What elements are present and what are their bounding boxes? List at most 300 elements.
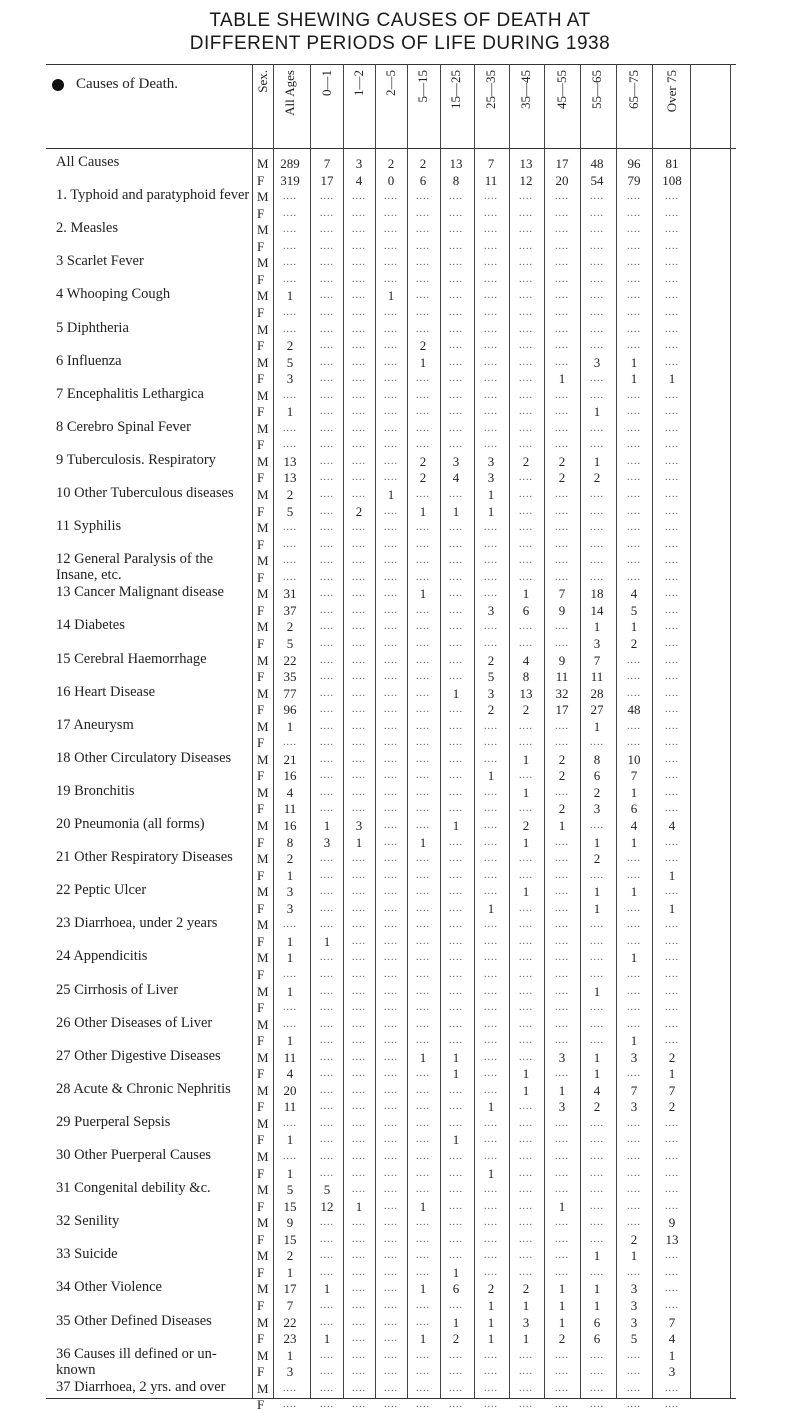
empty-cell: ....: [484, 753, 498, 765]
empty-cell: ....: [283, 191, 297, 203]
empty-cell: ....: [416, 1382, 430, 1394]
sex-label: M: [257, 1248, 269, 1264]
table-cell: 1: [558, 1198, 566, 1214]
empty-cell: ....: [484, 340, 498, 352]
empty-cell: ....: [590, 522, 604, 534]
empty-cell: ....: [627, 985, 641, 997]
table-cell: 1: [593, 718, 601, 734]
table-cell: 2: [558, 768, 566, 784]
empty-cell: ....: [627, 422, 641, 434]
empty-cell: ....: [320, 1084, 334, 1096]
table-cell: 8: [522, 669, 530, 685]
sex-label: M: [257, 1347, 269, 1363]
empty-cell: ....: [555, 637, 569, 649]
header-age-group: 0—1: [319, 70, 334, 96]
empty-cell: ....: [519, 1018, 533, 1030]
empty-cell: ....: [283, 240, 297, 252]
empty-cell: ....: [320, 1068, 334, 1080]
empty-cell: ....: [320, 704, 334, 716]
sex-label: F: [257, 933, 265, 949]
empty-cell: ....: [352, 671, 366, 683]
empty-cell: ....: [320, 207, 334, 219]
empty-cell: ....: [519, 853, 533, 865]
empty-cell: ....: [449, 753, 463, 765]
empty-cell: ....: [627, 555, 641, 567]
empty-cell: ....: [665, 406, 679, 418]
empty-cell: ....: [519, 1217, 533, 1229]
empty-cell: ....: [352, 389, 366, 401]
empty-cell: ....: [627, 1200, 641, 1212]
table-cell: 1: [387, 487, 395, 502]
empty-cell: ....: [384, 968, 398, 980]
empty-cell: ....: [352, 1134, 366, 1146]
empty-cell: ....: [416, 555, 430, 567]
table-cell: 1: [387, 288, 395, 304]
table-cell: 1: [323, 818, 331, 833]
table-cell: 77: [283, 685, 297, 701]
empty-cell: ....: [384, 654, 398, 666]
empty-cell: ....: [320, 306, 334, 318]
table-cell: 1: [419, 503, 427, 519]
empty-cell: ....: [352, 257, 366, 269]
empty-cell: ....: [665, 968, 679, 980]
empty-cell: ....: [416, 886, 430, 898]
table-cell: 1: [668, 371, 676, 387]
empty-cell: ....: [449, 853, 463, 865]
empty-cell: ....: [590, 935, 604, 947]
column-rule: [407, 64, 408, 1398]
empty-cell: ....: [352, 356, 366, 368]
table-cell: 1: [452, 1132, 460, 1148]
empty-cell: ....: [665, 1250, 679, 1262]
empty-cell: ....: [283, 273, 297, 285]
empty-cell: ....: [320, 919, 334, 931]
table-cell: 1: [286, 867, 294, 883]
empty-cell: ....: [320, 273, 334, 285]
table-cell: 96: [627, 156, 641, 171]
empty-cell: ....: [384, 1184, 398, 1196]
empty-cell: ....: [283, 919, 297, 931]
empty-cell: ....: [449, 240, 463, 252]
sex-label: M: [257, 288, 269, 304]
empty-cell: ....: [416, 1366, 430, 1378]
empty-cell: ....: [665, 604, 679, 616]
empty-cell: ....: [519, 770, 533, 782]
table-cell: 1: [630, 784, 638, 800]
empty-cell: ....: [384, 836, 398, 848]
empty-cell: ....: [352, 1333, 366, 1345]
empty-cell: ....: [449, 1233, 463, 1245]
empty-cell: ....: [449, 1250, 463, 1262]
empty-cell: ....: [555, 720, 569, 732]
empty-cell: ....: [384, 869, 398, 881]
empty-cell: ....: [519, 522, 533, 534]
empty-cell: ....: [384, 1366, 398, 1378]
empty-cell: ....: [320, 853, 334, 865]
table-cell: 1: [630, 371, 638, 387]
table-cell: 2: [419, 338, 427, 354]
column-rule: [730, 64, 731, 1398]
empty-cell: ....: [665, 1117, 679, 1129]
empty-cell: ....: [484, 1233, 498, 1245]
empty-cell: ....: [555, 1233, 569, 1245]
table-cell: 27: [590, 702, 604, 718]
empty-cell: ....: [320, 538, 334, 550]
table-cell: 16: [283, 768, 297, 784]
empty-cell: ....: [665, 1184, 679, 1196]
table-cell: 7: [558, 586, 566, 602]
table-cell: 4: [286, 1066, 294, 1082]
table-cell: 3: [355, 818, 363, 833]
empty-cell: ....: [320, 1217, 334, 1229]
empty-cell: ....: [590, 257, 604, 269]
table-cell: 3: [355, 156, 363, 171]
header-age-group: 55—65: [589, 70, 604, 109]
empty-cell: ....: [352, 571, 366, 583]
empty-cell: ....: [519, 869, 533, 881]
table-cell: 7: [286, 1297, 294, 1313]
column-rule: [375, 64, 376, 1398]
empty-cell: ....: [449, 290, 463, 302]
empty-cell: ....: [416, 489, 430, 500]
table-cell: 20: [555, 172, 569, 188]
empty-cell: ....: [665, 257, 679, 269]
sex-label: M: [257, 851, 269, 867]
empty-cell: ....: [320, 571, 334, 583]
empty-cell: ....: [519, 439, 533, 451]
empty-cell: ....: [519, 340, 533, 352]
empty-cell: ....: [416, 687, 430, 699]
empty-cell: ....: [665, 1151, 679, 1162]
empty-cell: ....: [449, 555, 463, 567]
empty-cell: ....: [665, 753, 679, 765]
empty-cell: ....: [416, 621, 430, 633]
empty-cell: ....: [555, 323, 569, 335]
cause-label: 24 Appendicitis: [56, 948, 148, 965]
empty-cell: ....: [555, 853, 569, 865]
empty-cell: ....: [384, 1068, 398, 1080]
sex-label: F: [257, 1000, 265, 1016]
table-cell: 1: [522, 884, 530, 900]
empty-cell: ....: [352, 1316, 366, 1328]
empty-cell: ....: [352, 621, 366, 633]
empty-cell: ....: [627, 472, 641, 484]
header-age-group: 1—2: [351, 70, 366, 96]
cause-label: 13 Cancer Malignant disease: [56, 584, 224, 601]
empty-cell: ....: [484, 1002, 498, 1014]
table-cell: 7: [668, 1314, 676, 1330]
empty-cell: ....: [519, 472, 533, 484]
empty-cell: ....: [449, 257, 463, 269]
table-cell: 35: [283, 669, 297, 685]
empty-cell: ....: [627, 522, 641, 534]
empty-cell: ....: [484, 373, 498, 385]
empty-cell: ....: [384, 902, 398, 914]
empty-cell: ....: [519, 902, 533, 914]
empty-cell: ....: [449, 654, 463, 666]
table-cell: 1: [522, 1297, 530, 1313]
sex-label: F: [257, 338, 265, 354]
sex-label: M: [257, 156, 269, 171]
sex-label: F: [257, 1066, 265, 1082]
empty-cell: ....: [449, 720, 463, 732]
empty-cell: ....: [627, 406, 641, 418]
cause-label: 15 Cerebral Haemorrhage: [56, 650, 207, 667]
table-cell: 1: [419, 586, 427, 602]
empty-cell: ....: [320, 373, 334, 385]
empty-cell: ....: [384, 1283, 398, 1295]
empty-cell: ....: [590, 1233, 604, 1245]
empty-cell: ....: [320, 1250, 334, 1262]
table-cell: 1: [286, 983, 294, 999]
empty-cell: ....: [555, 489, 569, 500]
empty-cell: ....: [320, 1299, 334, 1311]
table-cell: 54: [590, 172, 604, 188]
empty-cell: ....: [352, 853, 366, 865]
empty-cell: ....: [665, 1299, 679, 1311]
cause-label: 30 Other Puerperal Causes: [56, 1147, 212, 1163]
header-rule: [46, 148, 736, 149]
empty-cell: ....: [416, 1233, 430, 1245]
table-cell: 2: [558, 453, 566, 469]
empty-cell: ....: [519, 406, 533, 418]
sex-label: M: [257, 884, 269, 900]
table-cell: 17: [555, 702, 569, 718]
empty-cell: ....: [519, 290, 533, 302]
empty-cell: ....: [352, 290, 366, 302]
empty-cell: ....: [320, 505, 334, 517]
empty-cell: ....: [352, 1349, 366, 1361]
empty-cell: ....: [384, 1101, 398, 1113]
table-cell: 3: [487, 685, 495, 701]
empty-cell: ....: [352, 207, 366, 219]
empty-cell: ....: [283, 389, 297, 401]
empty-cell: ....: [519, 207, 533, 219]
empty-cell: ....: [627, 571, 641, 583]
empty-cell: ....: [352, 1217, 366, 1229]
table-cell: 2: [286, 619, 294, 635]
table-cell: 3: [630, 1297, 638, 1313]
empty-cell: ....: [320, 1167, 334, 1179]
empty-cell: ....: [519, 1366, 533, 1378]
empty-cell: ....: [665, 455, 679, 467]
empty-cell: ....: [416, 257, 430, 269]
empty-cell: ....: [320, 604, 334, 616]
header-age-group: 35—45: [518, 70, 533, 109]
sex-label: M: [257, 950, 269, 966]
table-cell: 5: [286, 635, 294, 651]
table-cell: 4: [522, 652, 530, 668]
empty-cell: ....: [590, 1117, 604, 1129]
empty-cell: ....: [352, 1084, 366, 1096]
cause-label: 26 Other Diseases of Liver: [56, 1014, 213, 1031]
table-cell: 81: [665, 156, 679, 171]
empty-cell: ....: [352, 406, 366, 418]
empty-cell: ....: [416, 952, 430, 964]
empty-cell: ....: [416, 803, 430, 815]
empty-cell: ....: [627, 1002, 641, 1014]
empty-cell: ....: [384, 455, 398, 467]
empty-cell: ....: [416, 753, 430, 765]
table-cell: 1: [668, 867, 676, 883]
table-cell: 1: [668, 900, 676, 916]
empty-cell: ....: [665, 1018, 679, 1030]
empty-cell: ....: [590, 439, 604, 451]
empty-cell: ....: [320, 621, 334, 633]
sex-label: F: [257, 1198, 265, 1214]
empty-cell: ....: [384, 1333, 398, 1345]
empty-cell: ....: [384, 886, 398, 898]
empty-cell: ....: [384, 1051, 398, 1063]
empty-cell: ....: [590, 389, 604, 401]
sex-label: M: [257, 1380, 269, 1396]
table-cell: 5: [323, 1182, 331, 1198]
empty-cell: ....: [449, 1299, 463, 1311]
empty-cell: ....: [352, 1366, 366, 1378]
empty-cell: ....: [416, 770, 430, 782]
table-cell: 1: [630, 1248, 638, 1264]
empty-cell: ....: [665, 1167, 679, 1179]
table-cell: 11: [283, 801, 297, 817]
empty-cell: ....: [449, 224, 463, 236]
empty-cell: ....: [627, 1349, 641, 1361]
empty-cell: ....: [665, 770, 679, 782]
empty-cell: ....: [590, 555, 604, 567]
empty-cell: ....: [283, 522, 297, 534]
empty-cell: ....: [384, 720, 398, 732]
table-cell: 2: [355, 503, 363, 519]
empty-cell: ....: [320, 240, 334, 252]
table-cell: 3: [286, 900, 294, 916]
table-cell: 15: [283, 1231, 297, 1247]
cause-label: 36 Causes ill defined or un-known: [56, 1345, 217, 1378]
empty-cell: ....: [320, 687, 334, 699]
empty-cell: ....: [519, 257, 533, 269]
table-cell: 6: [630, 801, 638, 817]
column-rule: [616, 64, 617, 1398]
empty-cell: ....: [449, 389, 463, 401]
table-cell: 3: [630, 1099, 638, 1115]
empty-cell: ....: [590, 1002, 604, 1014]
empty-cell: ....: [555, 902, 569, 914]
empty-cell: ....: [416, 207, 430, 219]
empty-cell: ....: [484, 1018, 498, 1030]
empty-cell: ....: [320, 455, 334, 467]
header-age-group: 25—35: [483, 70, 498, 109]
empty-cell: ....: [449, 439, 463, 451]
empty-cell: ....: [384, 621, 398, 633]
sex-label: F: [257, 900, 265, 916]
table-cell: 2: [487, 1281, 495, 1297]
empty-cell: ....: [665, 323, 679, 335]
table-cell: 13: [519, 156, 533, 171]
empty-cell: ....: [555, 257, 569, 269]
empty-cell: ....: [416, 1134, 430, 1146]
empty-cell: ....: [519, 538, 533, 550]
table-cell: 1: [593, 834, 601, 850]
empty-cell: ....: [449, 869, 463, 881]
empty-cell: ....: [449, 621, 463, 633]
empty-cell: ....: [449, 786, 463, 798]
empty-cell: ....: [665, 786, 679, 798]
empty-cell: ....: [416, 720, 430, 732]
table-cell: 7: [593, 652, 601, 668]
empty-cell: ....: [384, 952, 398, 964]
empty-cell: ....: [352, 1167, 366, 1179]
sex-label: F: [257, 867, 265, 883]
table-cell: 1: [452, 1049, 460, 1065]
cause-label: 5 Diphtheria: [56, 319, 129, 336]
empty-cell: ....: [283, 224, 297, 236]
table-cell: 7: [630, 768, 638, 784]
empty-cell: ....: [352, 935, 366, 947]
empty-cell: ....: [352, 720, 366, 732]
sex-label: M: [257, 354, 269, 370]
cause-label: 11 Syphilis: [56, 518, 122, 535]
cause-label: 12 General Paralysis of the Insane, etc.: [56, 551, 214, 584]
empty-cell: ....: [416, 1101, 430, 1113]
empty-cell: ....: [484, 836, 498, 848]
sex-label: M: [257, 189, 269, 205]
header-age-group: 2—5: [383, 70, 398, 96]
empty-cell: ....: [627, 273, 641, 285]
empty-cell: ....: [416, 637, 430, 649]
empty-cell: ....: [352, 588, 366, 600]
empty-cell: ....: [320, 1382, 334, 1394]
table-cell: 2: [286, 1248, 294, 1264]
empty-cell: ....: [555, 621, 569, 633]
empty-cell: ....: [352, 1399, 366, 1411]
empty-cell: ....: [484, 1217, 498, 1229]
empty-cell: ....: [352, 753, 366, 765]
sex-label: M: [257, 784, 269, 800]
empty-cell: ....: [484, 1382, 498, 1394]
empty-cell: ....: [590, 1217, 604, 1229]
empty-cell: ....: [627, 654, 641, 666]
table-cell: 1: [630, 619, 638, 635]
empty-cell: ....: [627, 1266, 641, 1278]
empty-cell: ....: [519, 1167, 533, 1179]
empty-cell: ....: [384, 1349, 398, 1361]
empty-cell: ....: [484, 422, 498, 434]
sex-label: F: [257, 1297, 265, 1313]
empty-cell: ....: [449, 1200, 463, 1212]
table-cell: 1: [355, 1198, 363, 1214]
table-cell: 1: [522, 834, 530, 850]
table-cell: 3: [323, 834, 331, 850]
sex-label: M: [257, 1082, 269, 1098]
empty-cell: ....: [555, 571, 569, 583]
empty-cell: ....: [352, 273, 366, 285]
empty-cell: ....: [449, 1366, 463, 1378]
empty-cell: ....: [627, 455, 641, 467]
cause-label: 10 Other Tuberculous diseases: [56, 485, 234, 501]
empty-cell: ....: [320, 323, 334, 335]
empty-cell: ....: [384, 1018, 398, 1030]
empty-cell: ....: [555, 191, 569, 203]
table-cell: 1: [668, 1066, 676, 1082]
empty-cell: ....: [484, 306, 498, 318]
header-age-group: Over 75: [664, 70, 679, 113]
empty-cell: ....: [484, 720, 498, 732]
empty-cell: ....: [320, 803, 334, 815]
table-cell: 8: [286, 834, 294, 850]
column-rule: [440, 64, 441, 1398]
cause-label: 17 Aneurysm: [56, 716, 134, 733]
empty-cell: ....: [352, 340, 366, 352]
table-cell: 6: [593, 768, 601, 784]
sex-label: M: [257, 1215, 269, 1231]
